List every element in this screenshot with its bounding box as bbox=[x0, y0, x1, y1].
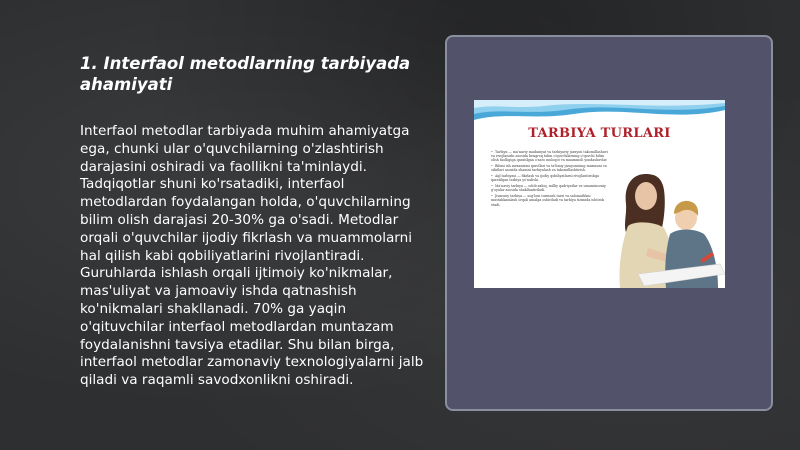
slide-image-tarbiya-turlari bbox=[474, 100, 725, 288]
image-bullet: • Aql tarbiyasi — fikrlash va ijodiy qobiliyatlarni rivojlantirishga qaratilgan tarbiya yo'nalishi. bbox=[491, 174, 609, 182]
image-heading: TARBIYA TURLARI bbox=[528, 126, 671, 141]
teacher-child-photo bbox=[608, 156, 725, 288]
image-bullet: • Ma'naviy tarbiya — odob-axloq, milliy qadriyatlar va umuminsoniy g'oyalar asosida shakllantiriladi. bbox=[491, 184, 609, 192]
image-bullet: • Tarbiya — ma'naviy madaniyat va tarbiyaviy jarayon takomillashuvi va rivojlanishi asosida kengroq talim o'quvchilarning o'quvchi bilim olish faolligiga qaratilgan o'zaro muloqot va muammoli yondashuvlar. bbox=[491, 150, 609, 163]
slide-title: 1. Interfaol metodlarning tarbiyada ahamiyati bbox=[80, 54, 411, 94]
image-bullet: • Jismoniy tarbiya — sog'lom turmush tarzi va salomatlikni mustahkamlash orqali amalga oshiriladi va tarbiya tizimida ishtirok etadi. bbox=[491, 194, 609, 207]
image-bullet-list bbox=[491, 150, 609, 208]
image-bullet: • Bilimi ish mexanizmi qurollari va ta'limiy jarayonining mazmuni va sifatlari asosida shaxsni tarbiyalash va takomillashtirish. bbox=[491, 164, 609, 172]
slide-body-text: Interfaol metodlar tarbiyada muhim ahamiyatga ega, chunki ular o'quvchilarning o'zlashtirish darajasini oshiradi va faollikni ta'minlaydi. Tadqiqotlar shuni ko'rsatadiki, interfaol metodlardan foydalangan holda, o'quvchilarning bilim olish darajasi 20-30% ga o'sadi. Metodlar orqali o'quvchilar ijodiy fikrlash va muammolarni hal qilish kabi qobiliyatlarini rivojlantiradi. Guruhlarda ishlash orqali ijtimoiy ko'nikmalar, mas'uliyat va jamoaviy ishda qatnashish ko'nikmalari shakllanadi. 70% ga yaqin o'qituvchilar interfaol metodlardan muntazam foydalanishni tavsiya etadilar. Shu bilan birga, interfaol metodlar zamonaviy texnologiyalarni jalb qiladi va raqamli savodxonlikni oshiradi. bbox=[80, 123, 424, 389]
